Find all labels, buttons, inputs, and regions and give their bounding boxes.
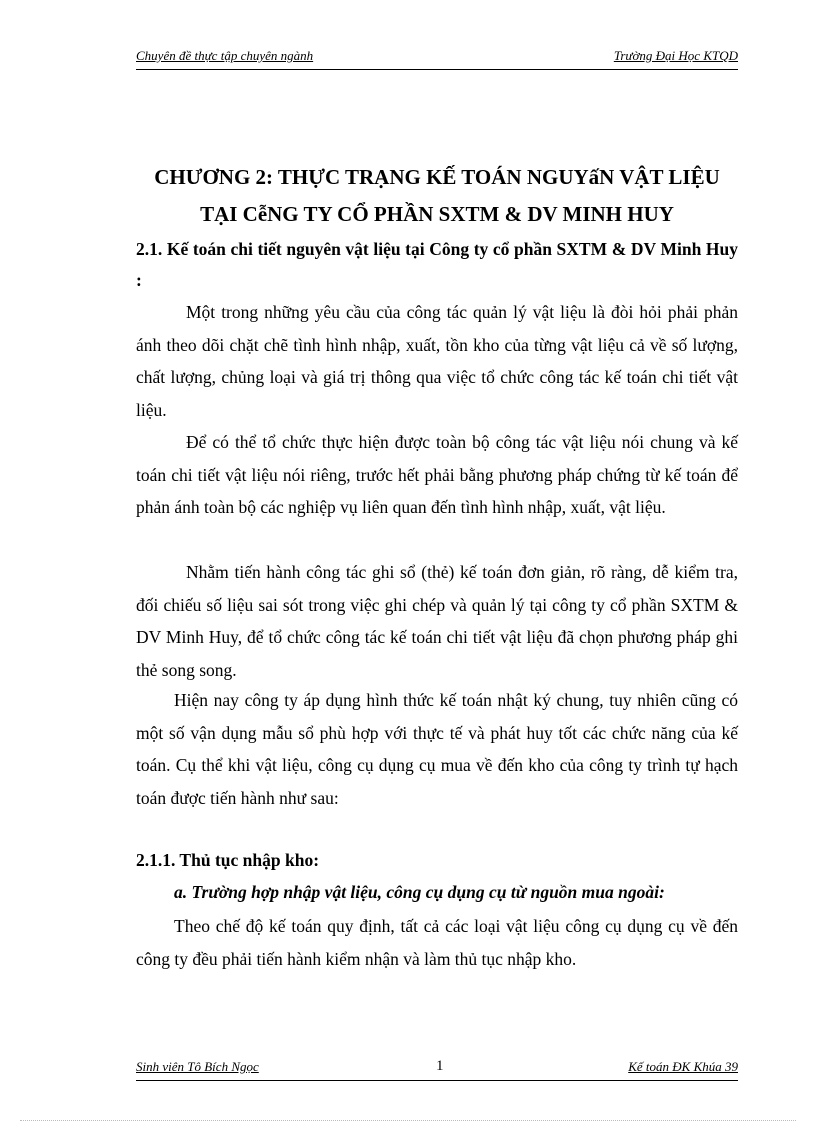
paragraph-2: Để có thể tổ chức thực hiện được toàn bộ công tác vật liệu nói chung và kế toán chi tiết vật liệu nói riêng, trước hết phải bằng phương pháp chứng từ kế toán để phản ánh toàn bộ các nghiệp vụ liên quan đến tình hình nhập, xuất, vật liệu. — [136, 432, 738, 517]
chapter-title-line-1: CHƯƠNG 2: THỰC TRẠNG KẾ TOÁN NGUYấN VẬT LIỆU — [154, 165, 720, 189]
header-left-text: Chuyên đề thực tập chuyên ngành — [136, 48, 314, 63]
header-right-text: Trường Đại Học KTQD — [613, 48, 738, 63]
page-bottom-divider — [20, 1120, 796, 1121]
paragraph-4: Hiện nay công ty áp dụng hình thức kế toán nhật ký chung, tuy nhiên cũng có một số vận dụng mẫu sổ phù hợp với thực tế và phát huy tốt các chức năng của kế toán. Cụ thể khi vật liệu, công cụ dụng cụ mua về đến kho của công ty trình tự hạch toán được tiến hành như sau: — [136, 690, 738, 808]
footer-right-text: Kế toán ĐK Khúa 39 — [628, 1059, 738, 1074]
section-heading: 2.1. Kế toán chi tiết nguyên vật liệu tại Công ty cổ phần SXTM & DV Minh Huy : — [136, 239, 738, 290]
subsection-heading: 2.1.1. Thủ tục nhập kho: — [136, 850, 320, 870]
page-footer — [136, 1056, 738, 1081]
chapter-title-line-2: TẠI CễNG TY CỔ PHẦN SXTM & DV MINH HUY — [200, 202, 674, 226]
paragraph-3: Nhằm tiến hành công tác ghi sổ (thẻ) kế toán đơn giản, rõ ràng, dễ kiểm tra, đối chiếu số liệu sai sót trong việc ghi chép và quản lý tại công ty cổ phần SXTM & DV Minh Huy, để tổ chức công tác kế toán chi tiết vật liệu đã chọn phương pháp ghi thẻ song song. — [136, 562, 738, 680]
page-header — [136, 47, 738, 70]
subsection-item-a: a. Trường hợp nhập vật liệu, công cụ dụng cụ từ nguồn mua ngoài: — [174, 882, 665, 902]
page-number: 1 — [436, 1058, 444, 1074]
paragraph-1: Một trong những yêu cầu của công tác quản lý vật liệu là đòi hỏi phải phản ánh theo dõi chặt chẽ tình hình nhập, xuất, tồn kho của từng vật liệu cả về số lượng, chất lượng, chủng loại và giá trị thông qua việc tổ chức công tác kế toán chi tiết vật liệu. — [136, 302, 738, 420]
paragraph-5: Theo chế độ kế toán quy định, tất cả các loại vật liệu công cụ dụng cụ về đến công ty đều phải tiến hành kiểm nhận và làm thủ tục nhập kho. — [136, 916, 738, 969]
footer-left-text: Sinh viên Tô Bích Ngọc — [136, 1059, 259, 1074]
